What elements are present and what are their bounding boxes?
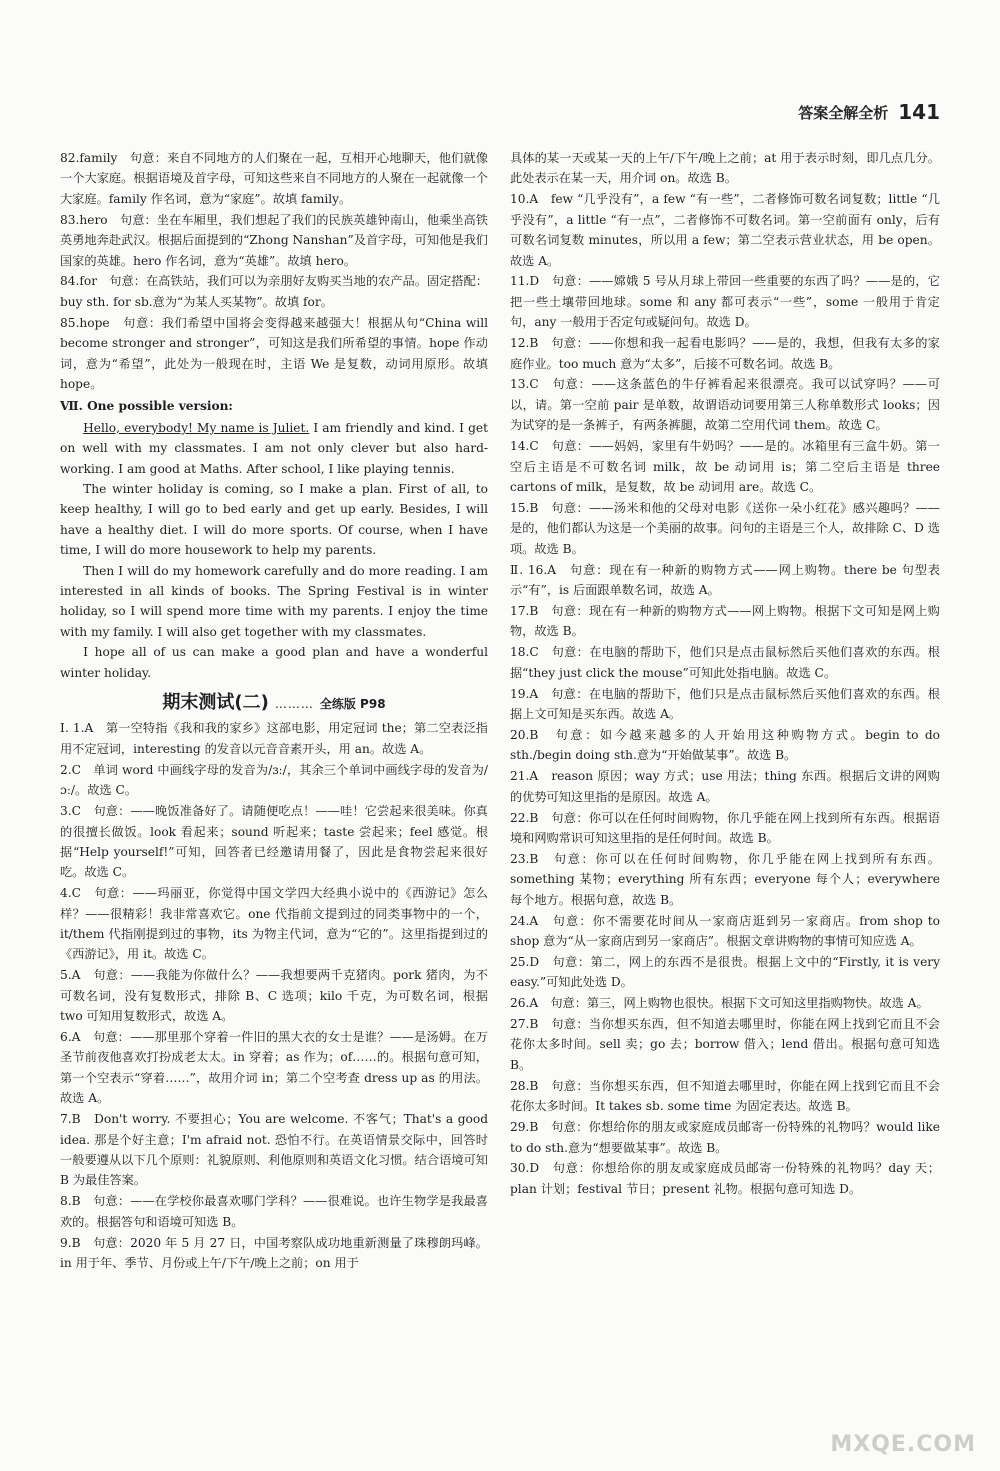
answer-entry: 5.A 句意：——我能为你做什么？——我想要两千克猪肉。pork 猪肉，为不可数名词，没有复数形式，排除 B、C 选项；kilo 千克，为可数名词，根据 two 可知用复数形式，故选 A。: [60, 968, 488, 1024]
section-heading: Ⅶ. One possible version:: [60, 399, 233, 414]
answer-entry: 17.B 句意：现在有一种新的购物方式——网上购物。根据下文可知是网上购物，故选 B。: [510, 603, 940, 639]
answer-entry: 12.B 句意：——你想和我一起看电影吗？——是的，我想，但我有太多的家庭作业。too much 意为“太多”，后接不可数名词。故选 B。: [510, 336, 940, 371]
answer-entry: 27.B 句意：当你想买东西，但不知道去哪里时，你能在网上找到它而且不会花你太多时间。sell 卖；go 去；borrow 借入；lend 借出。根据句意可知选 B。: [510, 1017, 940, 1072]
essay-paragraph: The winter holiday is coming, so I make a plan. First of all, to keep healthy, I will go to bed early and get up early. Besides, I will have a healthy diet. I will do more sports. Of course, when I have time, I will do more housework to help my parents.: [60, 482, 488, 558]
page-number: 141: [898, 100, 940, 124]
essay-paragraph: Then I will do my homework carefully and do more reading. I am interested in all kinds of books. The Spring Festival is in winter holiday, so I will spend more time with my parents. I enjoy the time with my family. I will also get together with my classmates.: [60, 563, 488, 639]
answer-entry: 82.family 句意：来自不同地方的人们聚在一起，互相开心地聊天，他们就像一个大家庭。根据语境及首字母，可知这些来自不同地方的人聚在一起就像一个大家庭。family 作名词，意为“家庭”。故填 family。: [60, 151, 488, 206]
answer-entry: 24.A 句意：你不需要花时间从一家商店逛到另一家商店。from shop to shop 意为“从一家商店到另一家商店”。根据文章讲购物的事情可知应选 A。: [510, 913, 940, 948]
answer-entry: 25.D 句意：第二，网上的东西不是很贵。根据上文中的“Firstly, it is very easy.”可知此处选 D。: [510, 954, 940, 990]
answer-entry: 14.C 句意：——妈妈，家里有牛奶吗？——是的。冰箱里有三盒牛奶。第一空后主语是不可数名词 milk，故 be 动词用 is；第二空后主语是 three cartons of milk，是复数，故 be 动词用 are。故选 C。: [510, 439, 940, 494]
answer-entry: 11.D 句意：——嫦娥 5 号从月球上带回一些重要的东西了吗？——是的，它把一些土壤带回地球。some 和 any 都可表示“一些”，some 一般用于肯定句，any 一般用于否定句或疑问句。故选 D。: [510, 274, 940, 330]
answer-entry: 18.C 句意：在电脑的帮助下，他们只是点击鼠标然后买他们喜欢的东西。根据“they just click the mouse”可知此处指电脑。故选 C。: [510, 645, 940, 680]
answer-entry: 20.B 句意：如今越来越多的人开始用这种购物方式。begin to do sth./begin doing sth.意为“开始做某事”。故选 B。: [510, 727, 940, 763]
answer-entry: 4.C 句意：——玛丽亚，你觉得中国文学四大经典小说中的《西游记》怎么样？——很精彩！我非常喜欢它。one 代指前文提到过的同类事物中的一个，it/them 代指刚提到过的事物，its 为物主代词，意为“它的”。这里指提到过的《西游记》，用 it。故选 C。: [60, 886, 488, 962]
answer-entry: 85.hope 句意：我们希望中国将会变得越来越强大！根据从句“China will become stronger and stronger”，可知这是我们所希望的事情。hope 作动词，意为“希望”，此处为一般现在时，主语 We 是复数，动词用原形。故填 hope。: [60, 315, 488, 391]
essay-text: I am friendly and kind. I get on well with my classmates. I am not only clever but also hard-working. I am good at Maths. After school, I like playing tennis.: [60, 420, 488, 476]
answer-entry: 13.C 句意：——这条蓝色的牛仔裤看起来很漂亮。我可以试穿吗？——可以，请。第一空前 pair 是单数，故谓语动词要用第三人称单数形式 looks；因为试穿的是一条裤子，有两条裤腿，故第二空用代词 them。故选 C。: [510, 377, 940, 433]
answer-entry: 83.hero 句意：坐在车厢里，我们想起了我们的民族英雄钟南山，他乘坐高铁英勇地奔赴武汉。根据后面提到的“Zhong Nanshan”及首字母，可知他是我们国家的英雄。hero 作名词，意为“英雄”。故填 hero。: [60, 212, 488, 268]
answer-entry: 具体的某一天或某一天的上午/下午/晚上之前；at 用于表示时刻，即几点几分。此处表示在某一天，用介词 on。故选 B。: [510, 151, 940, 186]
answer-entry: 26.A 句意：第三，网上购物也很快。根据下文可知这里指购物快。故选 A。: [510, 996, 929, 1011]
answer-entry: 29.B 句意：你想给你的朋友或家庭成员邮寄一份特殊的礼物吗？would like to do sth.意为“想要做某事”。故选 B。: [510, 1120, 940, 1155]
answer-entry: 8.B 句意：——在学校你最喜欢哪门学科？——很难说。也许生物学是我最喜欢的。根据答句和语境可知选 B。: [60, 1194, 488, 1229]
answer-entry: 6.A 句意：——那里那个穿着一件旧的黑大衣的女士是谁？——是汤姆。在万圣节前夜他喜欢打扮成老太太。in 穿着；as 作为；of……的。根据句意可知，第一个空表示“穿着……”，故用介词 in；第二个空考查 dress up as 的用法。故选 A。: [60, 1030, 488, 1106]
answer-entry: 30.D 句意：你想给你的朋友或家庭成员邮寄一份特殊的礼物吗？day 天；plan 计划；festival 节日；present 礼物。根据句意可知选 D。: [510, 1161, 940, 1196]
watermark: MXQE.COM: [830, 1432, 976, 1457]
right-column: [510, 148, 940, 1200]
sample-essay: [60, 418, 488, 683]
test-title-sub: 全练版 P98: [319, 697, 386, 712]
essay-paragraph: I hope all of us can make a good plan and have a wonderful winter holiday.: [60, 645, 488, 680]
answer-entry: 3.C 句意：——晚饭准备好了。请随便吃点！——哇！它尝起来很美味。你真的很擅长做饭。look 看起来；sound 听起来；taste 尝起来；feel 感觉。根据“Help yourself!”可知，回答者已经邀请用餐了，因此是食物尝起来很好吃。故选 C。: [60, 804, 488, 880]
header-title: 答案全解全析: [798, 103, 889, 122]
answer-entry: Ⅰ. 1.A 第一空特指《我和我的家乡》这部电影，用定冠词 the；第二空表泛指用不定冠词，interesting 的发音以元音音素开头，用 an。故选 A。: [60, 721, 488, 756]
answer-entry: 10.A few “几乎没有”，a few “有一些”，二者修饰可数名词复数；little “几乎没有”，a little “有一点”，二者修饰不可数名词。第一空前面有 only，后有可数名词复数 minutes，所以用 a few；第二空表示营业状态，用 be open。故选 A。: [510, 192, 940, 268]
essay-paragraph: [60, 418, 488, 479]
answer-entry: 2.C 单词 word 中画线字母的发音为/ɜː/，其余三个单词中画线字母的发音为/ɔː/。故选 C。: [60, 762, 488, 798]
answer-entry: 28.B 句意：当你想买东西，但不知道去哪里时，你能在网上找到它而且不会花你太多时间。It takes sb. some time 为固定表达。故选 B。: [510, 1078, 940, 1114]
answer-entry: 84.for 句意：在高铁站，我们可以为亲朋好友购买当地的农产品。固定搭配：buy sth. for sb.意为“为某人买某物”。故填 for。: [60, 274, 488, 309]
test-title-main: 期末测试(二): [162, 692, 269, 714]
answer-entry: 21.A reason 原因；way 方式；use 用法；thing 东西。根据后文讲的网购的优势可知这里指的是原因。故选 A。: [510, 769, 940, 804]
answer-entry: 23.B 句意：你可以在任何时间购物，你几乎能在网上找到所有东西。something 某物；everything 所有东西；everyone 每个人；everywhere 每个地方。根据句意，故选 B。: [510, 851, 940, 907]
answer-entry: 22.B 句意：你可以在任何时间购物，你几乎能在网上找到所有东西。根据语境和网购常识可知这里指的是任何时间。故选 B。: [510, 810, 940, 845]
left-column: [60, 148, 488, 1274]
answer-entry: 19.A 句意：在电脑的帮助下，他们只是点击鼠标然后买他们喜欢的东西。根据上文可知是买东西。故选 A。: [510, 686, 940, 721]
answer-entry: Ⅱ. 16.A 句意：现在有一种新的购物方式——网上购物。there be 句型表示“有”，is 后面跟单数名词，故选 A。: [510, 562, 940, 598]
test-title-dots: ………: [274, 697, 314, 712]
test-title: [60, 693, 488, 714]
page-header: [798, 100, 940, 124]
answer-entry: 9.B 句意：2020 年 5 月 27 日，中国考察队成功地重新测量了珠穆朗玛峰。in 用于年、季节、月份或上午/下午/晚上之前；on 用于: [60, 1235, 488, 1271]
answer-entry: 7.B Don't worry. 不要担心；You are welcome. 不客气；That's a good idea. 那是个好主意；I'm afraid not. 恐怕不行。在英语情景交际中，回答时一般要遵从以下几个原则：礼貌原则、利他原则和英语文化习惯。结合语境可知 B 为最佳答案。: [60, 1112, 488, 1188]
answer-entry: 15.B 句意：——汤米和他的父母对电影《送你一朵小红花》感兴趣吗？——是的，他们都认为这是一个美丽的故事。问句的主语是三个人，故排除 C、D 选项。故选 B。: [510, 500, 940, 556]
essay-lead: Hello, everybody! My name is Juliet.: [83, 420, 310, 435]
